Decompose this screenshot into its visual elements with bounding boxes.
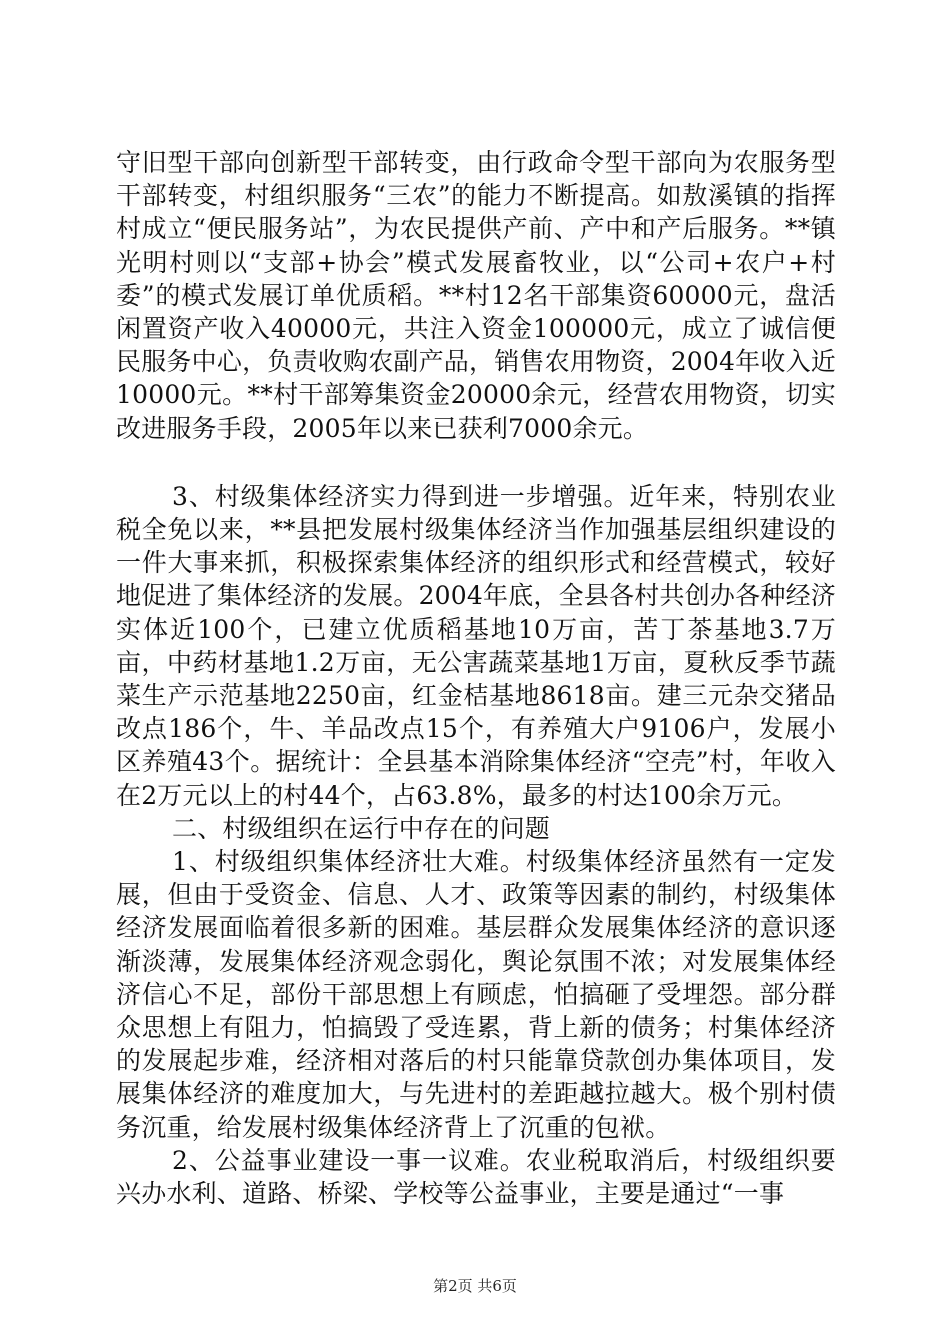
paragraph-problem-2: 2、公益事业建设一事一议难。农业税取消后，村级组织要兴办水利、道路、桥梁、学校等公益事业，主要是通过“一事: [116, 1145, 836, 1209]
paragraph-collective-economy: 3、村级集体经济实力得到进一步增强。近年来，特别农业税全免以来，**县把发展村级集体经济当作加强基层组织建设的一件大事来抓，积极探索集体经济的组织形式和经营模式，较好地促进了集体经济的发展。2004年底，全县各村共创办各种经济实体近100个，已建立优质稻基地10万亩，苦丁茶基地3.7万亩，中药材基地1.2万亩，无公害蔬菜基地1万亩，夏秋反季节蔬菜生产示范基地2250亩，红金桔基地8618亩。建三元杂交猪品改点186个，牛、羊品改点15个，有养殖大户9106户，发展小区养殖43个。据统计：全县基本消除集体经济“空壳”村，年收入在2万元以上的村44个，占63.8%，最多的村达100余万元。: [116, 481, 836, 810]
paragraph-spacer: [116, 445, 836, 480]
page-footer: 第2页 共6页: [433, 1277, 517, 1295]
section-heading-problems: 二、村级组织在运行中存在的问题: [172, 813, 551, 843]
document-body: [116, 146, 836, 1210]
paragraph-continuation: 守旧型干部向创新型干部转变，由行政命令型干部向为农服务型干部转变，村组织服务“三农”的能力不断提高。如敖溪镇的指挥村成立“便民服务站”，为农民提供产前、产中和产后服务。**镇光明村则以“支部+协会”模式发展畜牧业，以“公司+农户+村委”的模式发展订单优质稻。**村12名干部集资60000元，盘活闲置资产收入40000元，共注入资金100000元，成立了诚信便民服务中心，负责收购农副产品，销售农用物资，2004年收入近10000元。**村干部筹集资金20000余元，经营农用物资，切实改进服务手段，2005年以来已获利7000余元。: [116, 148, 836, 443]
paragraph-problem-1: 1、村级组织集体经济壮大难。村级集体经济虽然有一定发展，但由于受资金、信息、人才、政策等因素的制约，村级集体经济发展面临着很多新的困难。基层群众发展集体经济的意识逐渐淡薄，发展集体经济观念弱化，舆论氛围不浓；对发展集体经济信心不足，部份干部思想上有顾虑，怕搞砸了受埋怨。部分群众思想上有阻力，怕搞毁了受连累，背上新的债务；村集体经济的发展起步难，经济相对落后的村只能靠贷款创办集体项目，发展集体经济的难度加大，与先进村的差距越拉越大。极个别村债务沉重，给发展村级集体经济背上了沉重的包袱。: [116, 847, 836, 1142]
